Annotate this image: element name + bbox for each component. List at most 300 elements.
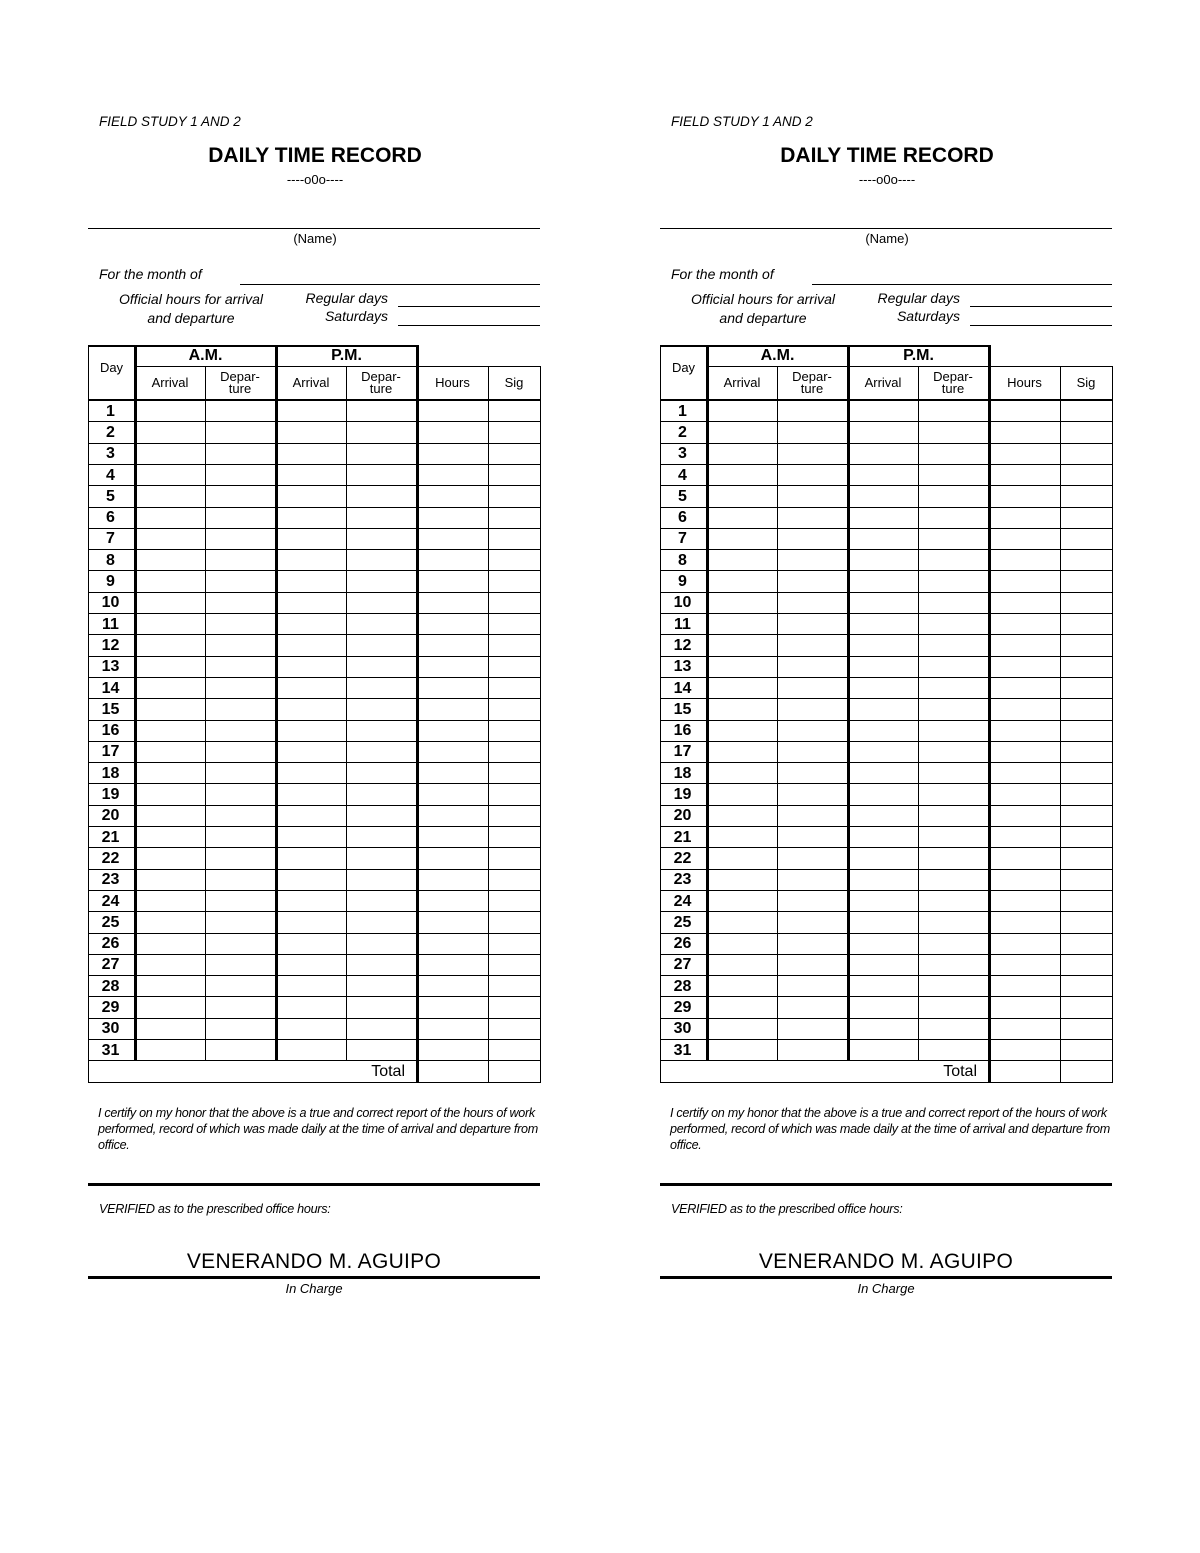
time-entry-cell[interactable] xyxy=(991,487,1058,505)
time-entry-cell[interactable] xyxy=(920,998,987,1016)
time-entry-cell[interactable] xyxy=(348,1020,415,1038)
time-entry-cell[interactable] xyxy=(207,402,274,420)
time-entry-cell[interactable] xyxy=(779,807,846,825)
time-entry-cell[interactable] xyxy=(850,636,916,654)
time-entry-cell[interactable] xyxy=(779,977,846,995)
time-entry-cell[interactable] xyxy=(137,509,203,527)
time-entry-cell[interactable] xyxy=(419,1041,486,1059)
time-entry-cell[interactable] xyxy=(920,764,987,782)
time-entry-cell[interactable] xyxy=(278,1020,344,1038)
time-entry-cell[interactable] xyxy=(1062,764,1110,782)
time-entry-cell[interactable] xyxy=(850,998,916,1016)
name-field[interactable] xyxy=(660,228,1112,229)
time-entry-cell[interactable] xyxy=(137,956,203,974)
total-sig-cell[interactable] xyxy=(1062,1062,1110,1080)
time-entry-cell[interactable] xyxy=(348,572,415,590)
time-entry-cell[interactable] xyxy=(991,871,1058,889)
time-entry-cell[interactable] xyxy=(920,1041,987,1059)
time-entry-cell[interactable] xyxy=(920,1020,987,1038)
time-entry-cell[interactable] xyxy=(207,1041,274,1059)
time-entry-cell[interactable] xyxy=(991,956,1058,974)
time-entry-cell[interactable] xyxy=(920,935,987,953)
time-entry-cell[interactable] xyxy=(920,828,987,846)
time-entry-cell[interactable] xyxy=(779,871,846,889)
time-entry-cell[interactable] xyxy=(850,679,916,697)
time-entry-cell[interactable] xyxy=(207,722,274,740)
time-entry-cell[interactable] xyxy=(779,828,846,846)
time-entry-cell[interactable] xyxy=(419,679,486,697)
time-entry-cell[interactable] xyxy=(779,466,846,484)
time-entry-cell[interactable] xyxy=(419,935,486,953)
time-entry-cell[interactable] xyxy=(419,913,486,931)
time-entry-cell[interactable] xyxy=(490,871,538,889)
time-entry-cell[interactable] xyxy=(207,1020,274,1038)
time-entry-cell[interactable] xyxy=(278,423,344,441)
time-entry-cell[interactable] xyxy=(779,764,846,782)
time-entry-cell[interactable] xyxy=(850,828,916,846)
time-entry-cell[interactable] xyxy=(348,743,415,761)
total-hours-cell[interactable] xyxy=(419,1062,486,1080)
time-entry-cell[interactable] xyxy=(991,679,1058,697)
time-entry-cell[interactable] xyxy=(348,487,415,505)
time-entry-cell[interactable] xyxy=(137,530,203,548)
time-entry-cell[interactable] xyxy=(137,913,203,931)
time-entry-cell[interactable] xyxy=(991,807,1058,825)
time-entry-cell[interactable] xyxy=(1062,977,1110,995)
time-entry-cell[interactable] xyxy=(779,743,846,761)
time-entry-cell[interactable] xyxy=(850,977,916,995)
time-entry-cell[interactable] xyxy=(1062,892,1110,910)
time-entry-cell[interactable] xyxy=(419,423,486,441)
time-entry-cell[interactable] xyxy=(709,615,775,633)
time-entry-cell[interactable] xyxy=(419,530,486,548)
time-entry-cell[interactable] xyxy=(1062,849,1110,867)
time-entry-cell[interactable] xyxy=(991,1020,1058,1038)
time-entry-cell[interactable] xyxy=(850,722,916,740)
time-entry-cell[interactable] xyxy=(991,977,1058,995)
time-entry-cell[interactable] xyxy=(490,551,538,569)
time-entry-cell[interactable] xyxy=(137,935,203,953)
time-entry-cell[interactable] xyxy=(709,913,775,931)
time-entry-cell[interactable] xyxy=(278,913,344,931)
time-entry-cell[interactable] xyxy=(348,551,415,569)
time-entry-cell[interactable] xyxy=(1062,530,1110,548)
time-entry-cell[interactable] xyxy=(207,807,274,825)
time-entry-cell[interactable] xyxy=(1062,828,1110,846)
time-entry-cell[interactable] xyxy=(207,892,274,910)
time-entry-cell[interactable] xyxy=(1062,636,1110,654)
time-entry-cell[interactable] xyxy=(709,551,775,569)
time-entry-cell[interactable] xyxy=(920,956,987,974)
time-entry-cell[interactable] xyxy=(207,423,274,441)
time-entry-cell[interactable] xyxy=(348,445,415,463)
time-entry-cell[interactable] xyxy=(991,700,1058,718)
time-entry-cell[interactable] xyxy=(278,530,344,548)
time-entry-cell[interactable] xyxy=(207,466,274,484)
employee-signature-line[interactable] xyxy=(88,1183,540,1186)
regular-days-field[interactable] xyxy=(398,306,540,307)
time-entry-cell[interactable] xyxy=(137,807,203,825)
time-entry-cell[interactable] xyxy=(137,1020,203,1038)
time-entry-cell[interactable] xyxy=(920,487,987,505)
time-entry-cell[interactable] xyxy=(348,764,415,782)
time-entry-cell[interactable] xyxy=(709,594,775,612)
month-field[interactable] xyxy=(240,284,540,285)
time-entry-cell[interactable] xyxy=(709,658,775,676)
time-entry-cell[interactable] xyxy=(779,998,846,1016)
time-entry-cell[interactable] xyxy=(278,509,344,527)
time-entry-cell[interactable] xyxy=(490,487,538,505)
time-entry-cell[interactable] xyxy=(278,466,344,484)
time-entry-cell[interactable] xyxy=(991,572,1058,590)
time-entry-cell[interactable] xyxy=(709,402,775,420)
time-entry-cell[interactable] xyxy=(348,423,415,441)
time-entry-cell[interactable] xyxy=(490,935,538,953)
time-entry-cell[interactable] xyxy=(137,615,203,633)
time-entry-cell[interactable] xyxy=(779,423,846,441)
time-entry-cell[interactable] xyxy=(137,849,203,867)
time-entry-cell[interactable] xyxy=(991,1041,1058,1059)
time-entry-cell[interactable] xyxy=(490,764,538,782)
time-entry-cell[interactable] xyxy=(779,530,846,548)
time-entry-cell[interactable] xyxy=(207,849,274,867)
time-entry-cell[interactable] xyxy=(920,636,987,654)
time-entry-cell[interactable] xyxy=(920,785,987,803)
time-entry-cell[interactable] xyxy=(419,594,486,612)
time-entry-cell[interactable] xyxy=(490,509,538,527)
time-entry-cell[interactable] xyxy=(278,743,344,761)
time-entry-cell[interactable] xyxy=(419,892,486,910)
time-entry-cell[interactable] xyxy=(709,487,775,505)
time-entry-cell[interactable] xyxy=(1062,594,1110,612)
time-entry-cell[interactable] xyxy=(991,530,1058,548)
time-entry-cell[interactable] xyxy=(920,807,987,825)
time-entry-cell[interactable] xyxy=(709,807,775,825)
time-entry-cell[interactable] xyxy=(419,956,486,974)
time-entry-cell[interactable] xyxy=(419,871,486,889)
time-entry-cell[interactable] xyxy=(278,445,344,463)
time-entry-cell[interactable] xyxy=(419,785,486,803)
time-entry-cell[interactable] xyxy=(850,935,916,953)
time-entry-cell[interactable] xyxy=(137,636,203,654)
time-entry-cell[interactable] xyxy=(419,658,486,676)
time-entry-cell[interactable] xyxy=(419,700,486,718)
time-entry-cell[interactable] xyxy=(779,700,846,718)
time-entry-cell[interactable] xyxy=(850,530,916,548)
time-entry-cell[interactable] xyxy=(137,743,203,761)
time-entry-cell[interactable] xyxy=(419,722,486,740)
time-entry-cell[interactable] xyxy=(490,977,538,995)
time-entry-cell[interactable] xyxy=(779,892,846,910)
time-entry-cell[interactable] xyxy=(920,594,987,612)
time-entry-cell[interactable] xyxy=(419,807,486,825)
time-entry-cell[interactable] xyxy=(850,764,916,782)
time-entry-cell[interactable] xyxy=(490,594,538,612)
time-entry-cell[interactable] xyxy=(207,509,274,527)
time-entry-cell[interactable] xyxy=(991,743,1058,761)
time-entry-cell[interactable] xyxy=(850,551,916,569)
time-entry-cell[interactable] xyxy=(779,956,846,974)
saturdays-field[interactable] xyxy=(398,325,540,326)
time-entry-cell[interactable] xyxy=(348,722,415,740)
time-entry-cell[interactable] xyxy=(1062,871,1110,889)
time-entry-cell[interactable] xyxy=(920,530,987,548)
time-entry-cell[interactable] xyxy=(779,1020,846,1038)
time-entry-cell[interactable] xyxy=(850,445,916,463)
time-entry-cell[interactable] xyxy=(850,956,916,974)
time-entry-cell[interactable] xyxy=(348,615,415,633)
time-entry-cell[interactable] xyxy=(1062,956,1110,974)
time-entry-cell[interactable] xyxy=(278,551,344,569)
time-entry-cell[interactable] xyxy=(207,594,274,612)
time-entry-cell[interactable] xyxy=(779,594,846,612)
time-entry-cell[interactable] xyxy=(419,572,486,590)
time-entry-cell[interactable] xyxy=(137,785,203,803)
time-entry-cell[interactable] xyxy=(278,700,344,718)
time-entry-cell[interactable] xyxy=(850,700,916,718)
time-entry-cell[interactable] xyxy=(850,785,916,803)
time-entry-cell[interactable] xyxy=(991,785,1058,803)
time-entry-cell[interactable] xyxy=(1062,487,1110,505)
time-entry-cell[interactable] xyxy=(779,935,846,953)
time-entry-cell[interactable] xyxy=(278,956,344,974)
time-entry-cell[interactable] xyxy=(207,998,274,1016)
time-entry-cell[interactable] xyxy=(850,743,916,761)
time-entry-cell[interactable] xyxy=(850,892,916,910)
time-entry-cell[interactable] xyxy=(850,466,916,484)
time-entry-cell[interactable] xyxy=(419,1020,486,1038)
month-field[interactable] xyxy=(812,284,1112,285)
time-entry-cell[interactable] xyxy=(207,977,274,995)
time-entry-cell[interactable] xyxy=(991,722,1058,740)
time-entry-cell[interactable] xyxy=(991,828,1058,846)
time-entry-cell[interactable] xyxy=(490,679,538,697)
time-entry-cell[interactable] xyxy=(278,849,344,867)
time-entry-cell[interactable] xyxy=(1062,785,1110,803)
time-entry-cell[interactable] xyxy=(278,828,344,846)
time-entry-cell[interactable] xyxy=(779,636,846,654)
time-entry-cell[interactable] xyxy=(490,636,538,654)
time-entry-cell[interactable] xyxy=(490,785,538,803)
time-entry-cell[interactable] xyxy=(490,658,538,676)
time-entry-cell[interactable] xyxy=(709,636,775,654)
time-entry-cell[interactable] xyxy=(1062,722,1110,740)
time-entry-cell[interactable] xyxy=(207,956,274,974)
time-entry-cell[interactable] xyxy=(1062,402,1110,420)
time-entry-cell[interactable] xyxy=(1062,1020,1110,1038)
employee-signature-line[interactable] xyxy=(660,1183,1112,1186)
time-entry-cell[interactable] xyxy=(419,828,486,846)
time-entry-cell[interactable] xyxy=(278,871,344,889)
time-entry-cell[interactable] xyxy=(137,402,203,420)
time-entry-cell[interactable] xyxy=(920,679,987,697)
time-entry-cell[interactable] xyxy=(490,743,538,761)
time-entry-cell[interactable] xyxy=(137,977,203,995)
time-entry-cell[interactable] xyxy=(779,849,846,867)
time-entry-cell[interactable] xyxy=(850,1020,916,1038)
time-entry-cell[interactable] xyxy=(920,551,987,569)
time-entry-cell[interactable] xyxy=(991,615,1058,633)
time-entry-cell[interactable] xyxy=(490,913,538,931)
time-entry-cell[interactable] xyxy=(348,828,415,846)
time-entry-cell[interactable] xyxy=(1062,1041,1110,1059)
time-entry-cell[interactable] xyxy=(207,764,274,782)
time-entry-cell[interactable] xyxy=(991,636,1058,654)
time-entry-cell[interactable] xyxy=(991,594,1058,612)
time-entry-cell[interactable] xyxy=(348,998,415,1016)
time-entry-cell[interactable] xyxy=(278,977,344,995)
time-entry-cell[interactable] xyxy=(490,402,538,420)
time-entry-cell[interactable] xyxy=(278,1041,344,1059)
time-entry-cell[interactable] xyxy=(1062,423,1110,441)
time-entry-cell[interactable] xyxy=(991,466,1058,484)
time-entry-cell[interactable] xyxy=(490,722,538,740)
time-entry-cell[interactable] xyxy=(490,530,538,548)
time-entry-cell[interactable] xyxy=(278,785,344,803)
time-entry-cell[interactable] xyxy=(348,785,415,803)
time-entry-cell[interactable] xyxy=(419,551,486,569)
time-entry-cell[interactable] xyxy=(709,935,775,953)
time-entry-cell[interactable] xyxy=(348,892,415,910)
time-entry-cell[interactable] xyxy=(207,658,274,676)
time-entry-cell[interactable] xyxy=(920,977,987,995)
time-entry-cell[interactable] xyxy=(779,551,846,569)
time-entry-cell[interactable] xyxy=(207,445,274,463)
time-entry-cell[interactable] xyxy=(137,1041,203,1059)
total-hours-cell[interactable] xyxy=(991,1062,1058,1080)
time-entry-cell[interactable] xyxy=(137,445,203,463)
time-entry-cell[interactable] xyxy=(1062,551,1110,569)
time-entry-cell[interactable] xyxy=(419,636,486,654)
time-entry-cell[interactable] xyxy=(1062,935,1110,953)
time-entry-cell[interactable] xyxy=(991,764,1058,782)
time-entry-cell[interactable] xyxy=(419,615,486,633)
time-entry-cell[interactable] xyxy=(137,594,203,612)
time-entry-cell[interactable] xyxy=(137,572,203,590)
time-entry-cell[interactable] xyxy=(850,913,916,931)
time-entry-cell[interactable] xyxy=(709,423,775,441)
time-entry-cell[interactable] xyxy=(278,679,344,697)
time-entry-cell[interactable] xyxy=(207,828,274,846)
time-entry-cell[interactable] xyxy=(709,871,775,889)
time-entry-cell[interactable] xyxy=(779,509,846,527)
time-entry-cell[interactable] xyxy=(419,764,486,782)
time-entry-cell[interactable] xyxy=(348,679,415,697)
time-entry-cell[interactable] xyxy=(709,892,775,910)
time-entry-cell[interactable] xyxy=(920,871,987,889)
time-entry-cell[interactable] xyxy=(137,679,203,697)
time-entry-cell[interactable] xyxy=(991,402,1058,420)
time-entry-cell[interactable] xyxy=(348,402,415,420)
time-entry-cell[interactable] xyxy=(490,466,538,484)
time-entry-cell[interactable] xyxy=(278,615,344,633)
time-entry-cell[interactable] xyxy=(709,764,775,782)
time-entry-cell[interactable] xyxy=(991,913,1058,931)
time-entry-cell[interactable] xyxy=(779,487,846,505)
time-entry-cell[interactable] xyxy=(709,785,775,803)
time-entry-cell[interactable] xyxy=(1062,743,1110,761)
time-entry-cell[interactable] xyxy=(709,998,775,1016)
time-entry-cell[interactable] xyxy=(1062,998,1110,1016)
time-entry-cell[interactable] xyxy=(779,572,846,590)
time-entry-cell[interactable] xyxy=(850,1041,916,1059)
time-entry-cell[interactable] xyxy=(1062,913,1110,931)
time-entry-cell[interactable] xyxy=(920,892,987,910)
time-entry-cell[interactable] xyxy=(991,998,1058,1016)
time-entry-cell[interactable] xyxy=(490,892,538,910)
time-entry-cell[interactable] xyxy=(348,700,415,718)
time-entry-cell[interactable] xyxy=(137,998,203,1016)
time-entry-cell[interactable] xyxy=(709,722,775,740)
time-entry-cell[interactable] xyxy=(1062,700,1110,718)
time-entry-cell[interactable] xyxy=(709,1020,775,1038)
time-entry-cell[interactable] xyxy=(850,807,916,825)
time-entry-cell[interactable] xyxy=(920,615,987,633)
total-sig-cell[interactable] xyxy=(490,1062,538,1080)
time-entry-cell[interactable] xyxy=(419,509,486,527)
time-entry-cell[interactable] xyxy=(278,636,344,654)
time-entry-cell[interactable] xyxy=(207,785,274,803)
time-entry-cell[interactable] xyxy=(419,487,486,505)
time-entry-cell[interactable] xyxy=(490,700,538,718)
time-entry-cell[interactable] xyxy=(278,572,344,590)
time-entry-cell[interactable] xyxy=(779,445,846,463)
time-entry-cell[interactable] xyxy=(709,466,775,484)
time-entry-cell[interactable] xyxy=(779,1041,846,1059)
time-entry-cell[interactable] xyxy=(207,487,274,505)
time-entry-cell[interactable] xyxy=(207,530,274,548)
time-entry-cell[interactable] xyxy=(348,594,415,612)
time-entry-cell[interactable] xyxy=(207,551,274,569)
time-entry-cell[interactable] xyxy=(1062,509,1110,527)
time-entry-cell[interactable] xyxy=(709,530,775,548)
time-entry-cell[interactable] xyxy=(137,487,203,505)
time-entry-cell[interactable] xyxy=(348,935,415,953)
time-entry-cell[interactable] xyxy=(348,466,415,484)
time-entry-cell[interactable] xyxy=(850,871,916,889)
time-entry-cell[interactable] xyxy=(207,871,274,889)
time-entry-cell[interactable] xyxy=(137,423,203,441)
time-entry-cell[interactable] xyxy=(490,615,538,633)
time-entry-cell[interactable] xyxy=(1062,572,1110,590)
time-entry-cell[interactable] xyxy=(779,658,846,676)
time-entry-cell[interactable] xyxy=(709,743,775,761)
time-entry-cell[interactable] xyxy=(991,658,1058,676)
time-entry-cell[interactable] xyxy=(991,935,1058,953)
time-entry-cell[interactable] xyxy=(419,402,486,420)
time-entry-cell[interactable] xyxy=(419,743,486,761)
regular-days-field[interactable] xyxy=(970,306,1112,307)
time-entry-cell[interactable] xyxy=(348,807,415,825)
time-entry-cell[interactable] xyxy=(709,572,775,590)
time-entry-cell[interactable] xyxy=(490,828,538,846)
time-entry-cell[interactable] xyxy=(920,445,987,463)
time-entry-cell[interactable] xyxy=(278,935,344,953)
time-entry-cell[interactable] xyxy=(779,913,846,931)
time-entry-cell[interactable] xyxy=(419,977,486,995)
time-entry-cell[interactable] xyxy=(920,402,987,420)
time-entry-cell[interactable] xyxy=(278,764,344,782)
time-entry-cell[interactable] xyxy=(490,445,538,463)
time-entry-cell[interactable] xyxy=(278,487,344,505)
time-entry-cell[interactable] xyxy=(709,1041,775,1059)
time-entry-cell[interactable] xyxy=(709,977,775,995)
time-entry-cell[interactable] xyxy=(490,1041,538,1059)
time-entry-cell[interactable] xyxy=(348,977,415,995)
time-entry-cell[interactable] xyxy=(207,572,274,590)
time-entry-cell[interactable] xyxy=(348,530,415,548)
time-entry-cell[interactable] xyxy=(137,722,203,740)
